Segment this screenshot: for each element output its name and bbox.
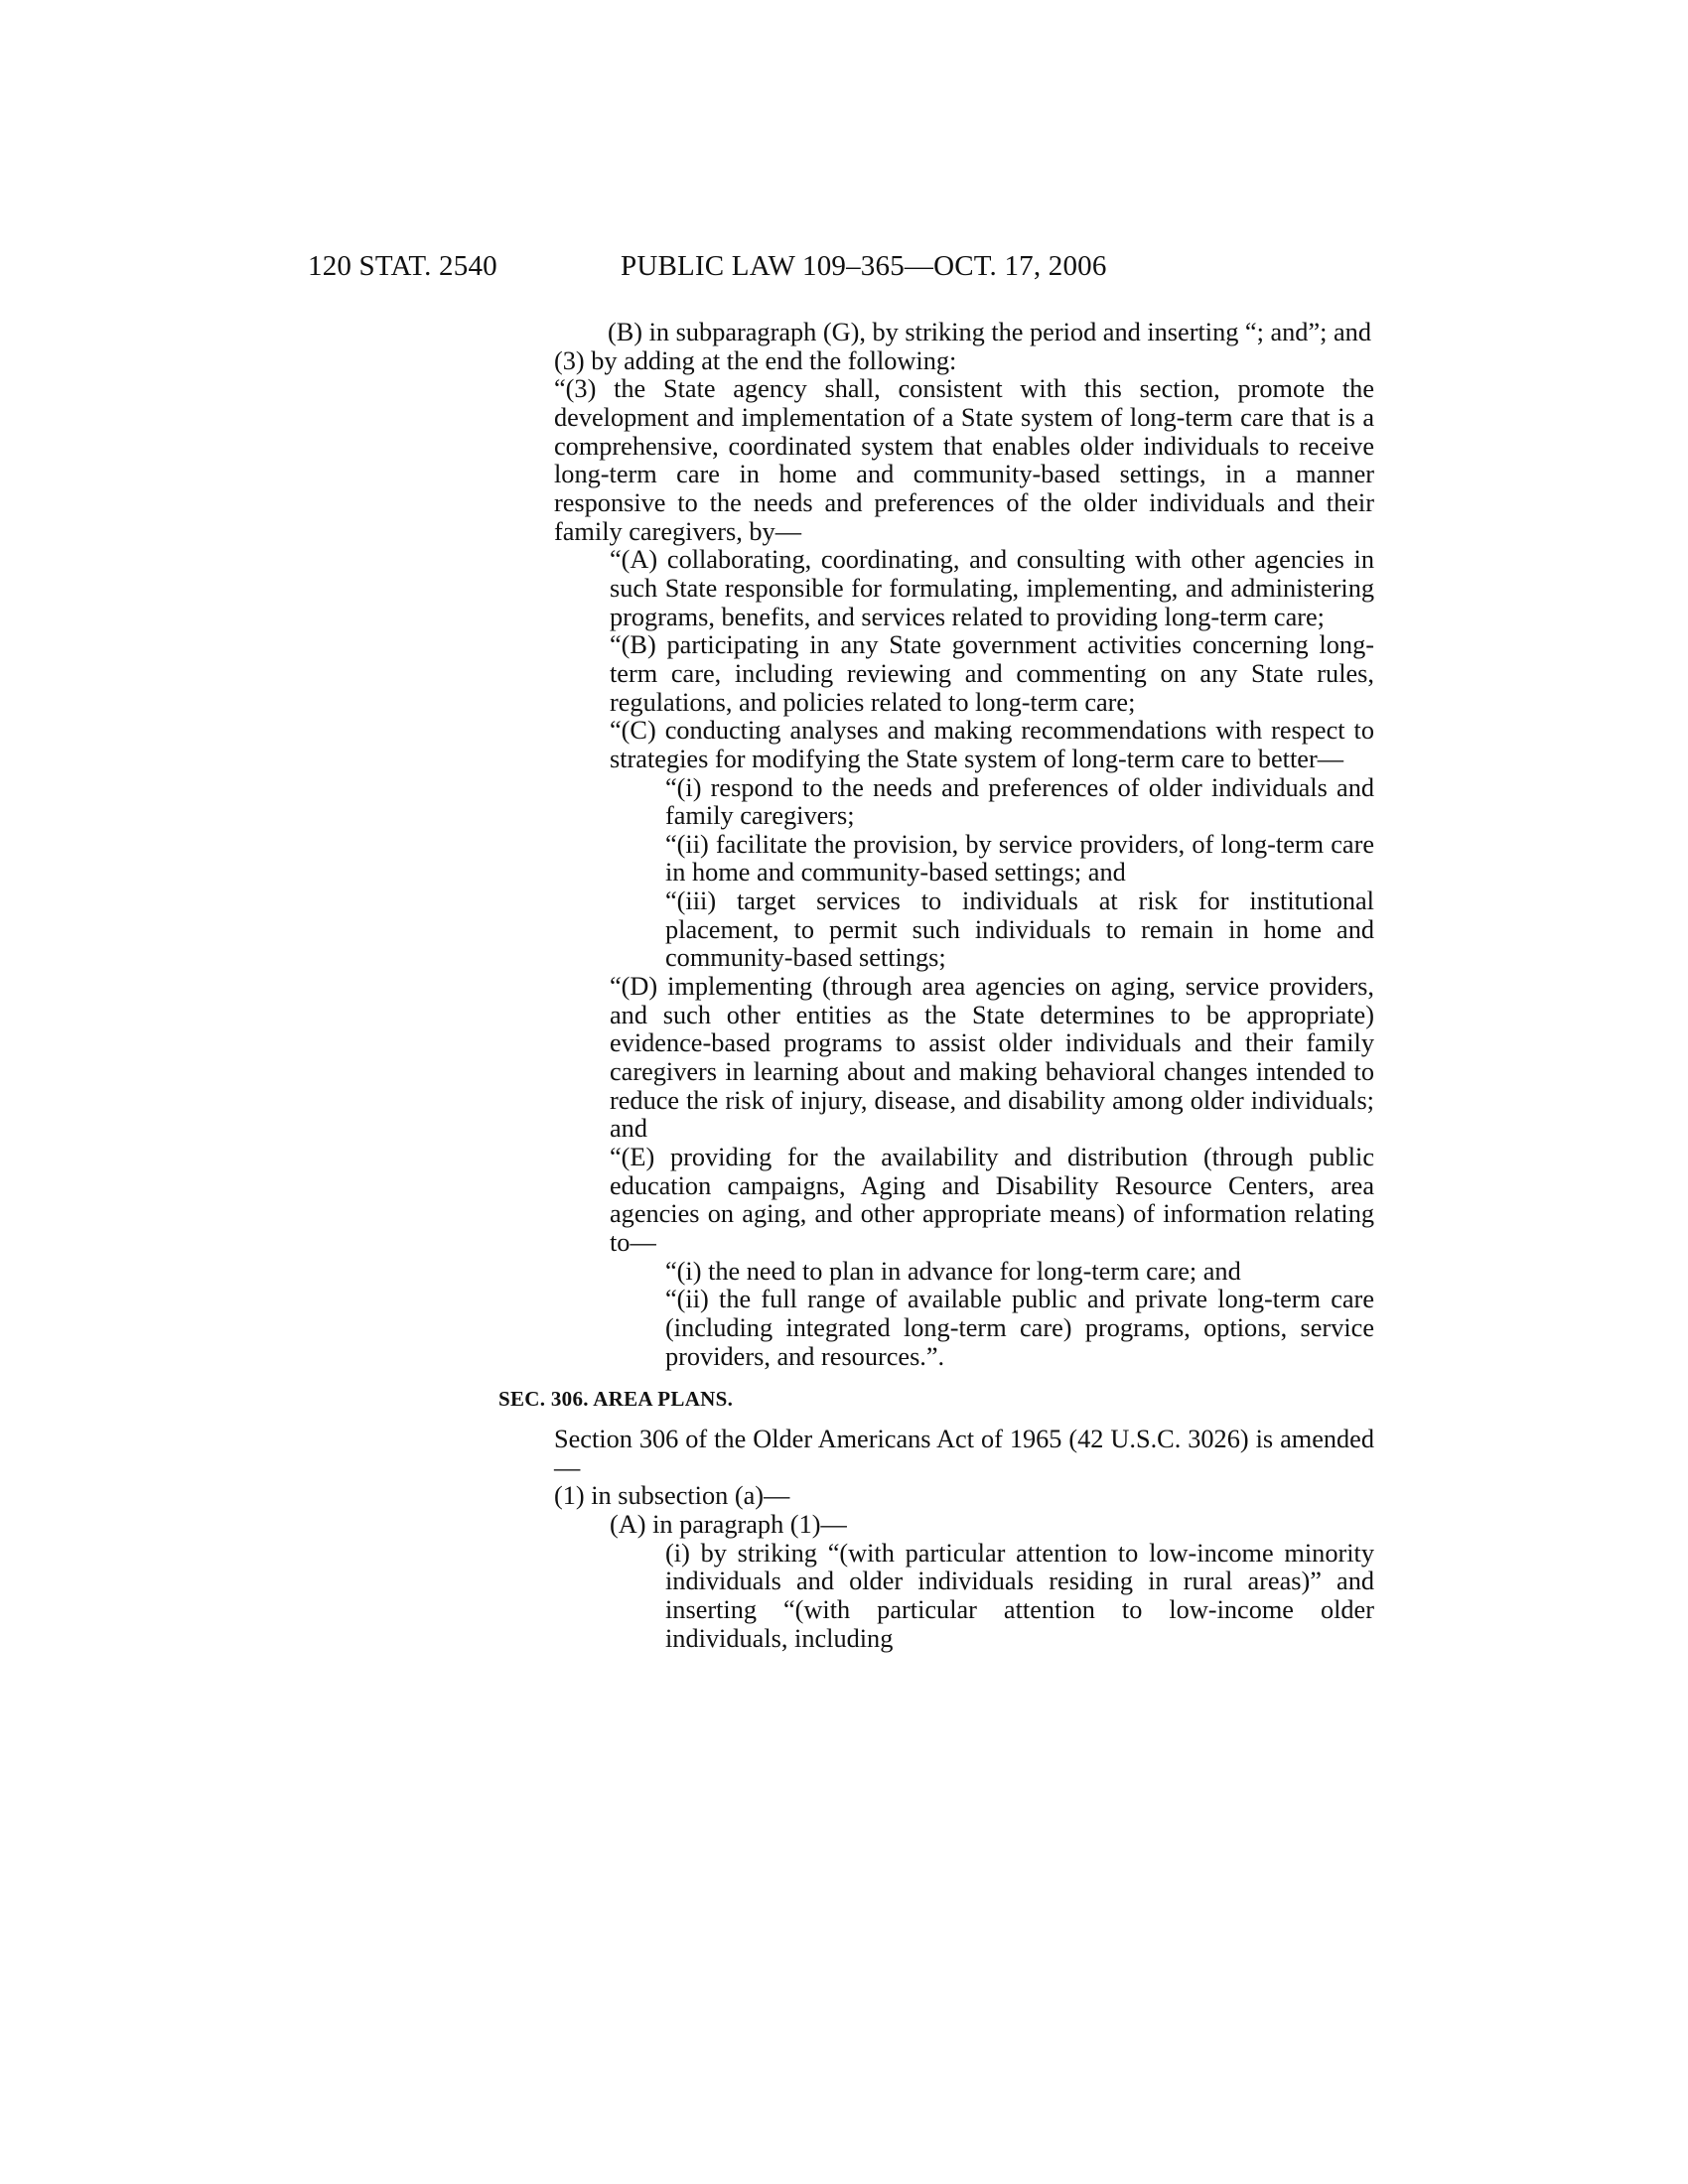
quoted-paragraph-3: “(3) the State agency shall, consistent with this section, promote the development and implementation of a State system of long-term care that is a comprehensive, coordinated system that enables older individuals to receive long-term care in home and community-based settings, in a manner responsive to the needs and preferences of the older individuals and their family caregivers, by— bbox=[554, 374, 1374, 546]
item-i-striking: (i) by striking “(with particular attention to low-income minority individuals and older individuals residing in rural areas)” and inserting “(with particular attention to low-income older individuals, including bbox=[665, 1538, 1374, 1653]
quoted-subparagraph-d: “(D) implementing (through area agencies on aging, service providers, and such other entities as the State determines to be appropriate) evidence-based programs to assist older individuals and their family caregivers in learning about and making behavioral changes intended to reduce the risk of injury, disease, and disability among older individuals; and bbox=[610, 972, 1374, 1144]
quoted-subparagraph-a: “(A) collaborating, coordinating, and consulting with other agencies in such State responsible for formulating, implementing, and administering programs, benefits, and services related to providing long-term care; bbox=[610, 545, 1374, 631]
public-law-title: PUBLIC LAW 109–365—OCT. 17, 2006 bbox=[621, 250, 1107, 282]
section-intro: Section 306 of the Older Americans Act of 1965 (42 U.S.C. 3026) is amended— bbox=[554, 1424, 1374, 1482]
item-1-subsection-a: (1) in subsection (a)— bbox=[554, 1481, 790, 1511]
paragraph-3-adding: (3) by adding at the end the following: bbox=[554, 345, 957, 375]
statute-page-reference: 120 STAT. 2540 bbox=[308, 250, 497, 282]
document-body bbox=[498, 318, 1374, 1653]
quoted-subparagraph-b: “(B) participating in any State government activities concerning long-term care, including reviewing and commenting on any State rules, regulations, and policies related to long-term care; bbox=[610, 630, 1374, 717]
quoted-clause-c-i: “(i) respond to the needs and preferences of older individuals and family caregivers; bbox=[665, 772, 1374, 831]
quoted-clause-c-ii: “(ii) facilitate the provision, by service providers, of long-term care in home and community-based settings; and bbox=[665, 829, 1374, 887]
quoted-clause-c-iii: “(iii) target services to individuals at risk for institutional placement, to permit such individuals to remain in home and community-based settings; bbox=[665, 887, 1374, 973]
paragraph-b-subparagraph-g: (B) in subparagraph (G), by striking the period and inserting “; and”; and bbox=[608, 318, 1371, 346]
quoted-subparagraph-e: “(E) providing for the availability and distribution (through public education campaigns, Aging and Disability Resource Centers, area agencies on aging, and other appropriate means) of information relating to— bbox=[610, 1143, 1374, 1257]
item-a-paragraph-1: (A) in paragraph (1)— bbox=[610, 1509, 847, 1539]
quoted-clause-e-ii: “(ii) the full range of available public and private long-term care (including integrated long-term care) programs, options, service providers, and resources.”. bbox=[665, 1285, 1374, 1371]
quoted-subparagraph-c: “(C) conducting analyses and making recommendations with respect to strategies for modifying the State system of long-term care to better— bbox=[610, 716, 1374, 773]
quoted-clause-e-i: “(i) the need to plan in advance for long-term care; and bbox=[665, 1256, 1241, 1286]
page-header bbox=[0, 0, 1688, 298]
section-heading: SEC. 306. AREA PLANS. bbox=[498, 1387, 734, 1412]
